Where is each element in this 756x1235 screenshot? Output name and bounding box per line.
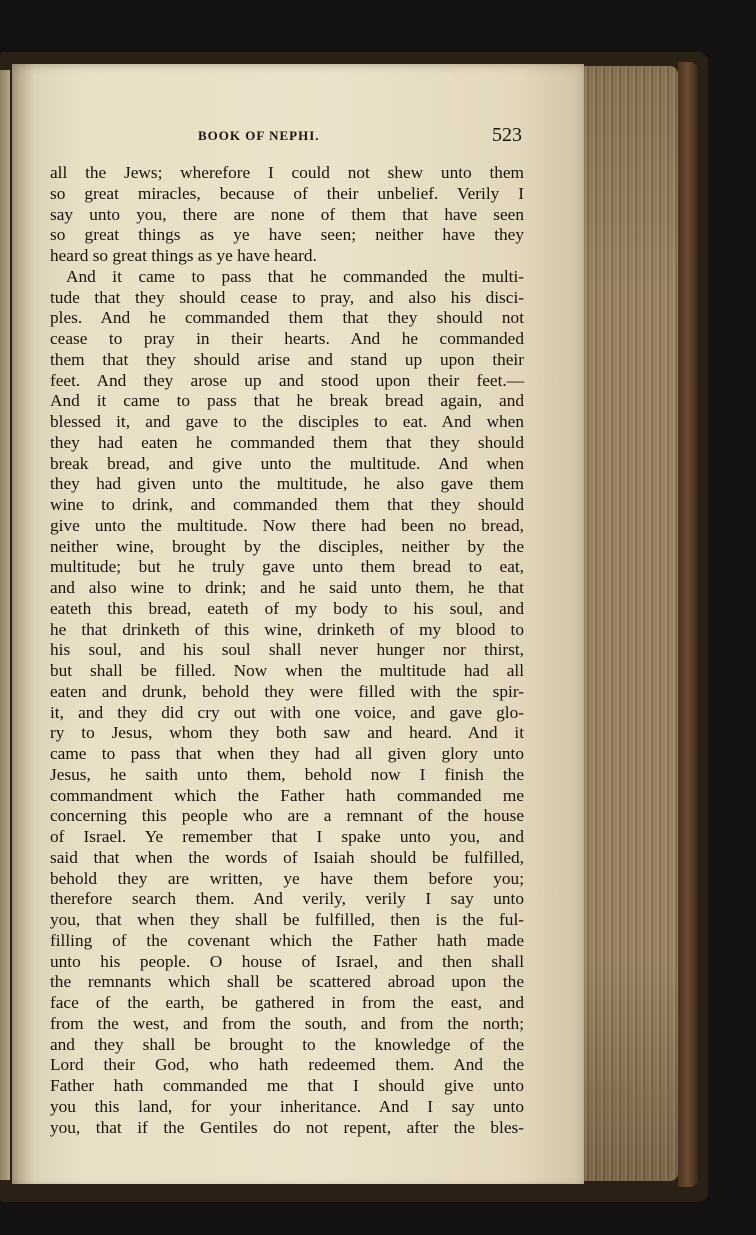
text-line: multitude; but he truly gave unto them bread to eat, [50,557,524,577]
text-line: they had eaten he commanded them that they should [50,432,524,452]
text-line: they had given unto the multitude, he also gave them [50,474,524,494]
text-line: he that drinketh of this wine, drinketh of my blood to [50,619,524,639]
text-line: cease to pray in their hearts. And he commanded [50,329,524,348]
text-line: them that they should arise and stand up upon their [50,349,524,369]
text-line: you, that when they shall be fulfilled, then is the ful- [50,910,524,929]
text-line: and also wine to drink; and he said unto them, he that [50,578,524,597]
text-line: so great things as ye have seen; neither have they [50,225,524,245]
text-line: eaten and drunk, behold they were filled with the spir- [50,681,524,701]
text-line: blessed it, and gave to the disciples to eat. And when [50,412,524,431]
body-text [50,163,524,1138]
text-line: Lord their God, who hath redeemed them. And the [50,1055,524,1075]
text-line: you, that if the Gentiles do not repent, after the bles- [50,1117,524,1137]
text-line: Jesus, he saith unto them, behold now I finish the [50,764,524,784]
text-line: give unto the multitude. Now there had been no bread, [50,515,524,535]
text-line: all the Jews; wherefore I could not shew unto them [50,163,524,182]
text-line: from the west, and from the south, and from the north; [50,1013,524,1033]
text-line: feet. And they arose up and stood upon their feet.— [50,370,524,390]
text-line: so great miracles, because of their unbelief. Verily I [50,183,524,203]
text-line: the remnants which shall be scattered abroad upon the [50,972,524,992]
text-line: neither wine, brought by the disciples, neither by the [50,536,524,556]
text-line: And it came to pass that he break bread again, and [50,391,524,411]
text-line: but shall be filled. Now when the multitude had all [50,661,524,680]
text-line: said that when the words of Isaiah should be fulfilled, [50,847,524,867]
text-line: you this land, for your inheritance. And I say unto [50,1096,524,1116]
text-line: concerning this people who are a remnant of the house [50,806,524,826]
text-line: unto his people. O house of Israel, and then shall [50,951,524,971]
book-fore-edge-cover [678,62,698,1187]
text-line: ry to Jesus, whom they both saw and heard. And it [50,723,524,743]
text-line: break bread, and give unto the multitude. And when [50,453,524,473]
text-line: wine to drink, and commanded them that they should [50,495,524,514]
page-number: 523 [492,124,522,146]
text-line: Father hath commanded me that I should give unto [50,1076,524,1095]
text-line: behold they are written, ye have them before you; [50,868,524,888]
text-line: say unto you, there are none of them that have seen [50,204,524,224]
text-line: it, and they did cry out with one voice, and gave glo- [50,702,524,722]
text-line: heard so great things as ye have heard. [50,246,317,265]
text-line: ples. And he commanded them that they should not [50,308,524,328]
text-line: of Israel. Ye remember that I spake unto you, and [50,827,524,846]
text-line: face of the earth, be gathered in from the east, and [50,993,524,1012]
text-line: filling of the covenant which the Father hath made [50,930,524,950]
text-line: tude that they should cease to pray, and also his disci- [50,287,524,307]
text-line: his soul, and his soul shall never hunger nor thirst, [50,640,524,660]
page-block-shading [574,66,678,1181]
page-header [48,124,528,148]
text-line: came to pass that when they had all given glory unto [50,744,524,763]
running-title: BOOK OF NEPHI. [198,128,320,143]
text-line: eateth this bread, eateth of my body to his soul, and [50,598,524,618]
text-line: commandment which the Father hath commanded me [50,785,524,805]
previous-page-edge [0,70,10,1180]
text-line: therefore search them. And verily, verily I say unto [50,889,524,909]
text-line: and they shall be brought to the knowledge of the [50,1034,524,1054]
text-line: And it came to pass that he commanded the multi- [66,266,524,286]
